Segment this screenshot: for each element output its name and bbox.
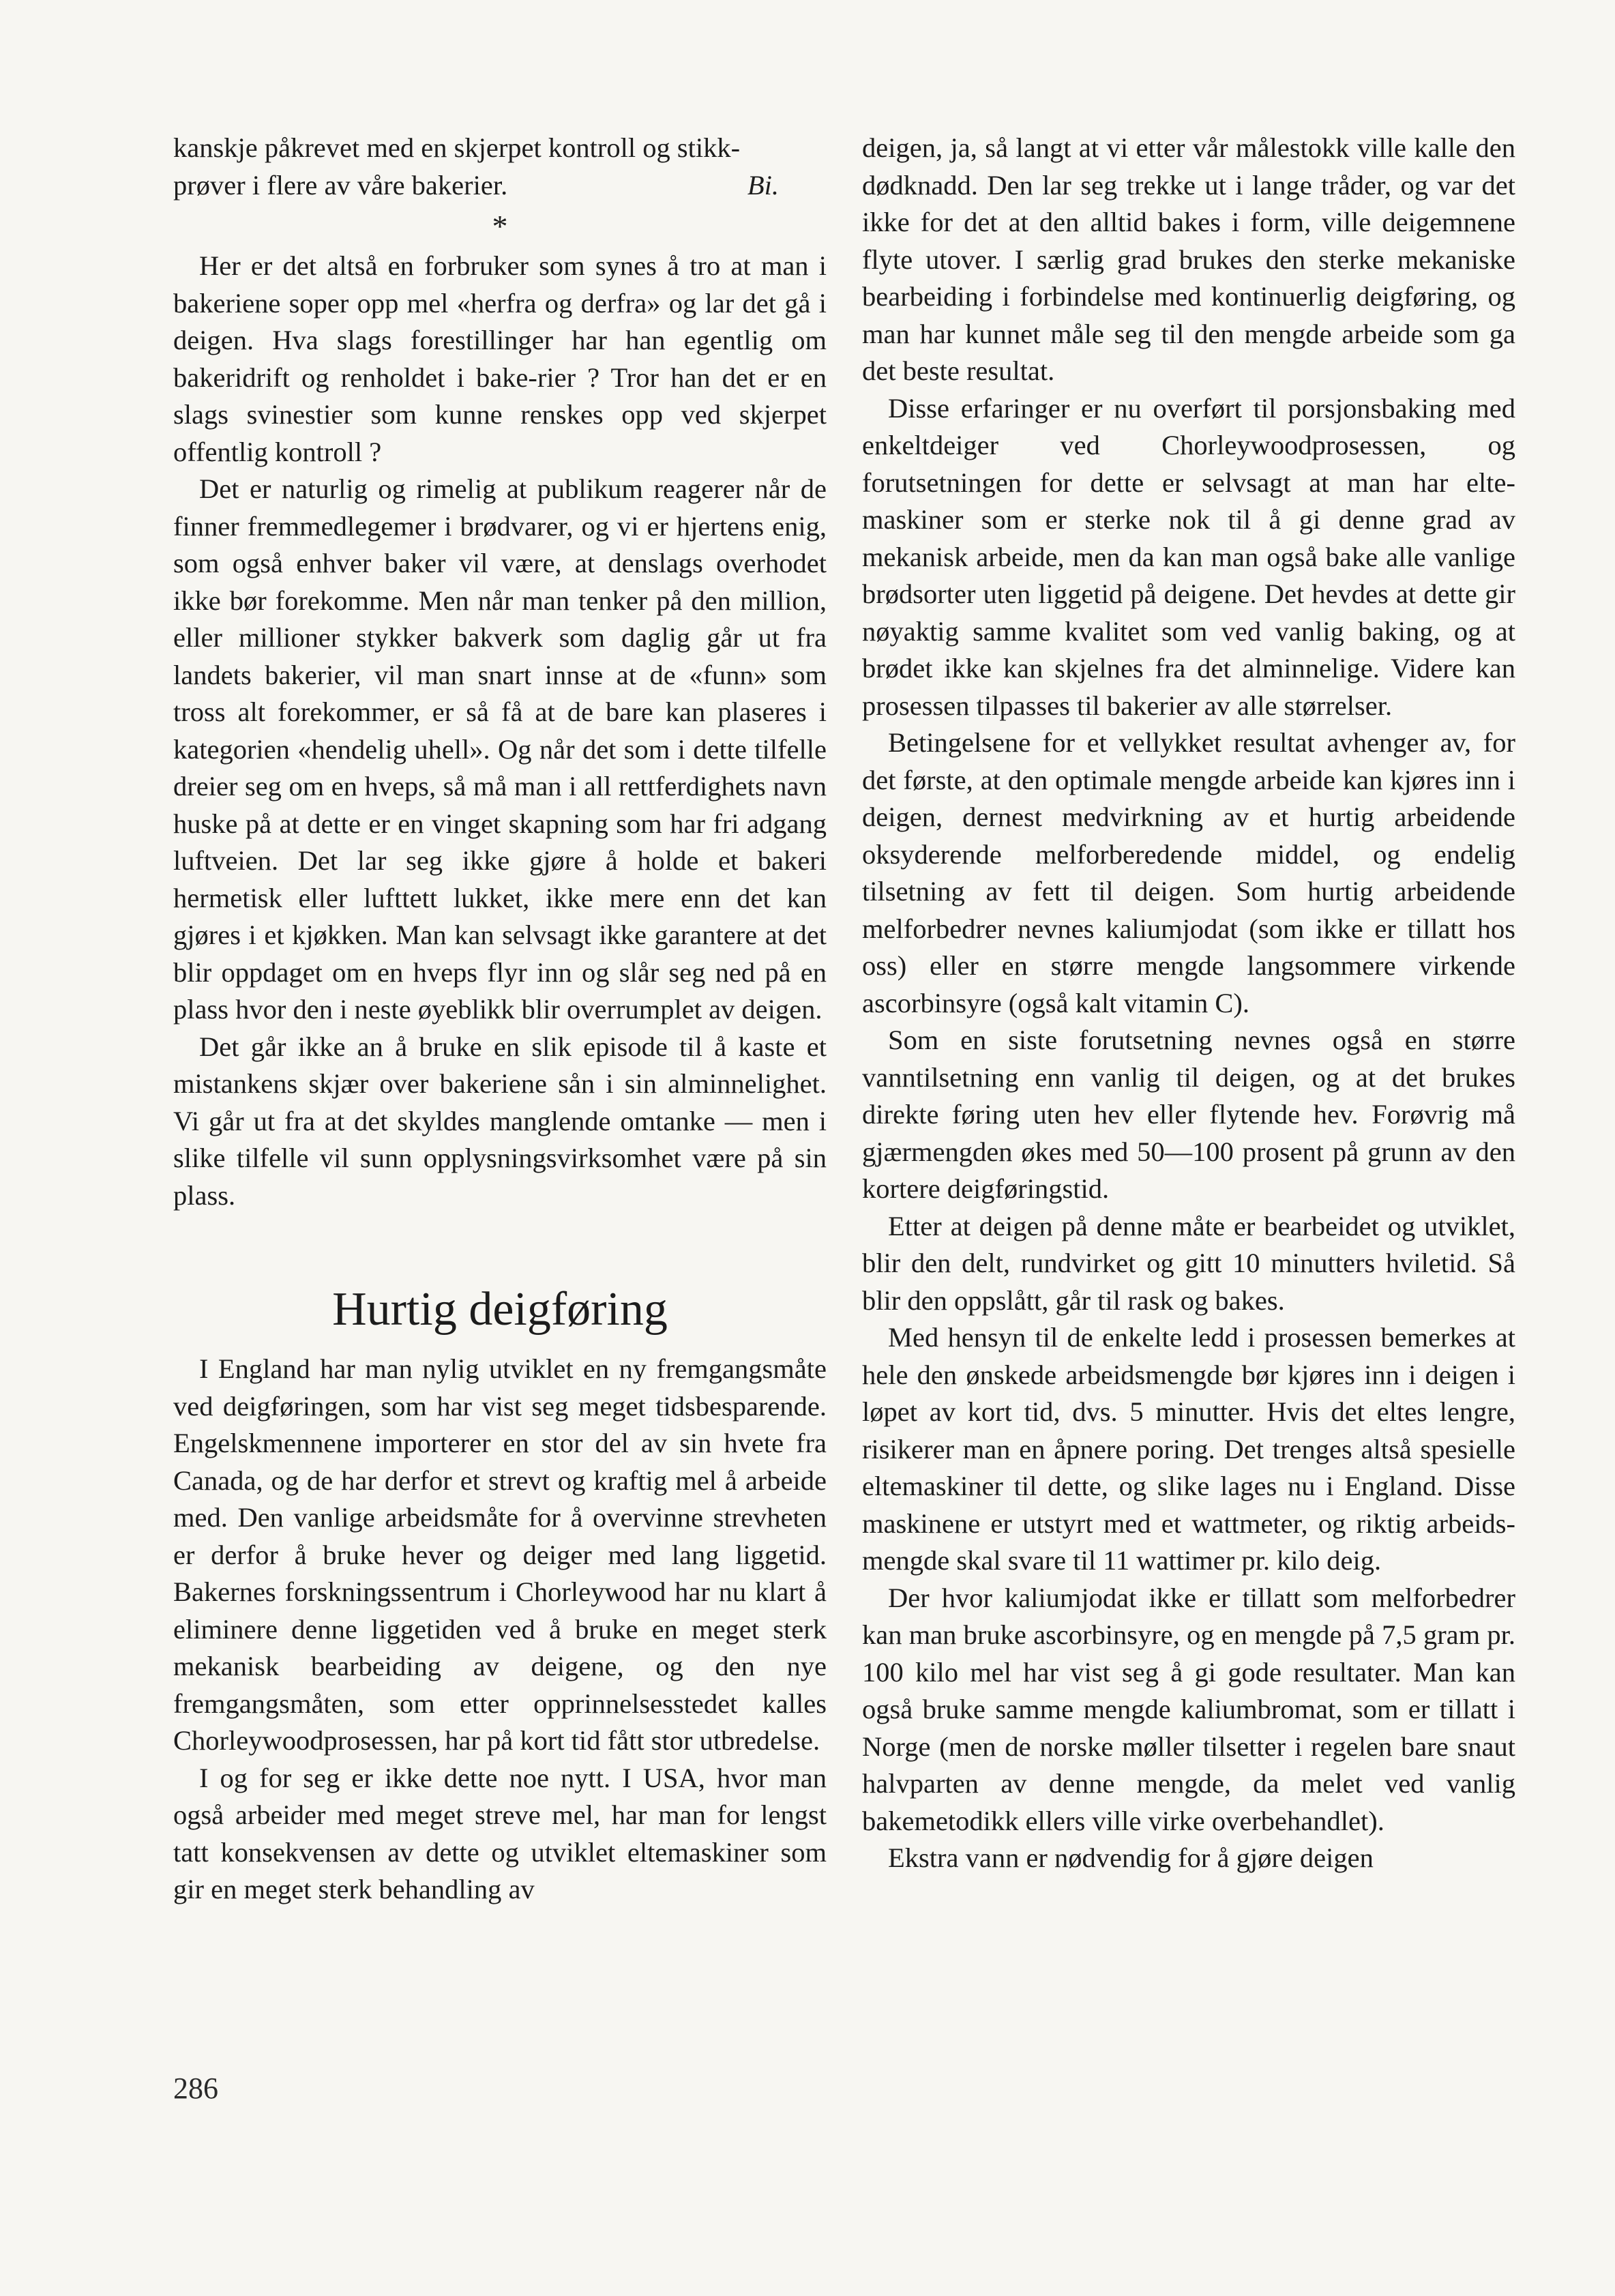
paragraph: deigen, ja, så langt at vi etter vår målestokk ville kalle den dødknadd. Den lar seg trekke ut i lange tråder, og var det ikke for det at den alltid bakes i form, ville deigemnene flyte utover. I særlig grad brukes den sterke mekaniske bearbeiding i forbindelse med kontinuerlig deigføring, og man har kunnet måle seg til den mengde arbeide som ga det beste resultat.: [862, 132, 1515, 386]
left-column: [173, 130, 827, 1909]
paragraph: Som en siste forutsetning nevnes også en større vanntilsetning enn vanlig til deigen, og at det brukes direkte føring uten hev eller flytende hev. Forøvrig må gjærmengden økes med 50—100 prosent på grunn av den kortere deigføringstid.: [862, 1025, 1515, 1204]
signature: Bi.: [747, 169, 779, 201]
intro-text-1: kanskje påkrevet med en skjerpet kontroll og stikk-: [173, 132, 741, 163]
paragraph: Det er naturlig og rimelig at publikum reagerer når de finner fremmedlegemer i brødvarer, og vi er hjertens enig, som også enhver baker vil være, at denslags overhodet ikke bør forekomme. Men når man tenker på den million, eller millioner stykker bakverk som daglig går ut fra landets bakerier, vil man snart innse at de «funn» som tross alt forekommer, er så få at de bare kan plaseres i kategorien «hendelig uhell». Og når det som i dette tilfelle dreier seg om en hveps, så må man i all rettferdighets navn huske på at dette er en vinget skapning som har fri adgang luftveien. Det lar seg ikke gjøre å holde et bakeri hermetisk eller lufttett lukket, ikke mere enn det kan gjøres i et kjøkken. Man kan selvsagt ikke garantere at det blir oppdaget om en hveps flyr inn og slår seg ned på en plass hvor den i neste øyeblikk blir overrumplet av deigen.: [173, 473, 827, 1025]
paragraph: Etter at deigen på denne måte er bearbeidet og utviklet, blir den delt, rundvirket og gitt 10 minutters hviletid. Så blir den oppslått, går til rask og bakes.: [862, 1210, 1515, 1316]
paragraph: I England har man nylig utviklet en ny fremgangsmåte ved deigføringen, som har vist seg meget tidsbesparende. Engelskmennene importerer en stor del av sin hvete fra Canada, og de har derfor et strevt og kraftig mel å arbeide med. Den vanlige arbeidsmåte for å overvinne strevheten er derfor å bruke hever og deiger med lang liggetid. Bakernes forskningssentrum i Chorleywood har nu klart å eliminere denne liggetiden ved å bruke en meget sterk mekanisk bearbeiding av deigene, og den nye fremgangsmåten, som etter opprinnelsesstedet kalles Chorleywoodprosessen, har på kort tid fått stor utbredelse.: [173, 1353, 827, 1756]
paragraph: Det går ikke an å bruke en slik episode til å kaste et mistankens skjær over bakeriene sån i sin alminnelighet. Vi går ut fra at det skyldes manglende omtanke — men i slike tilfelle vil sunn opplysningsvirksomhet være på sin plass.: [173, 1031, 827, 1211]
section-divider-asterisk: *: [492, 209, 508, 244]
paragraph: Der hvor kaliumjodat ikke er tillatt som melforbedrer kan man bruke ascorbinsyre, og en mengde på 7,5 gram pr. 100 kilo mel har vist seg å gi gode resultater. Man kan også bruke samme mengde kaliumbromat, som er tillatt i Norge (men de norske møller tilsetter i regelen bare snaut halvparten av denne mengde, da melet ved vanlig bakemetodikk ellers ville virke overbehandlet).: [862, 1582, 1515, 1836]
intro-text-2: prøver i flere av våre bakerier.: [173, 169, 508, 201]
intro-line-2: [173, 167, 827, 205]
intro-line-1: [173, 130, 827, 167]
page-number: 286: [173, 2072, 218, 2105]
article-heading: Hurtig deigføring: [332, 1283, 668, 1336]
paragraph: Disse erfaringer er nu overført til porsjonsbaking med enkeltdeiger ved Chorleywoodprosessen, og forutsetningen for dette er selvsagt at man har eltemaskiner som er sterke nok til å gi denne grad av mekanisk arbeide, men da kan man også bake alle vanlige brødsorter uten liggetid på deigene. Det hevdes at dette gir nøyaktig samme kvalitet som ved vanlig baking, og at brødet ikke kan skjelnes fra det alminnelige. Videre kan prosessen tilpasses til bakerier av alle størrelser.: [862, 392, 1515, 721]
paragraph: I og for seg er ikke dette noe nytt. I USA, hvor man også arbeider med meget streve mel, har man for lengst tatt konsekvensen av dette og utviklet eltemaskiner som gir en meget sterk behandling av: [173, 1762, 827, 1904]
right-column: [862, 130, 1515, 1877]
paragraph: Her er det altså en forbruker som synes å tro at man i bakeriene soper opp mel «herfra og derfra» og lar det gå i deigen. Hva slags forestillinger har han egentlig om bakeridrift og renholdet i bake-rier ? Tror han det er en slags svinestier som kunne renskes opp ved skjerpet offentlig kontroll ?: [173, 250, 827, 467]
paragraph: Med hensyn til de enkelte ledd i prosessen bemerkes at hele den ønskede arbeidsmengde bør kjøres inn i deigen i løpet av kort tid, dvs. 5 minutter. Hvis det eltes lengre, risikerer man en åpnere poring. Det trenges altså spesielle eltemaskiner til dette, og slike lages nu i England. Disse maskinene er utstyrt med et wattmeter, og riktig arbeidsmengde skal svare til 11 wattimer pr. kilo deig.: [862, 1322, 1515, 1576]
paragraph: Ekstra vann er nødvendig for å gjøre deigen: [888, 1842, 1374, 1873]
paragraph: Betingelsene for et vellykket resultat avhenger av, for det første, at den optimale mengde arbeide kan kjøres inn i deigen, dernest medvirkning av et hurtig arbeidende oksyderende melforberedende middel, og endelig tilsetning av fett til deigen. Som hurtig arbeidende melforbedrer nevnes kaliumjodat (som ikke er tillatt hos oss) eller en større mengde langsommere virkende ascorbinsyre (også kalt vitamin C).: [862, 727, 1515, 1018]
